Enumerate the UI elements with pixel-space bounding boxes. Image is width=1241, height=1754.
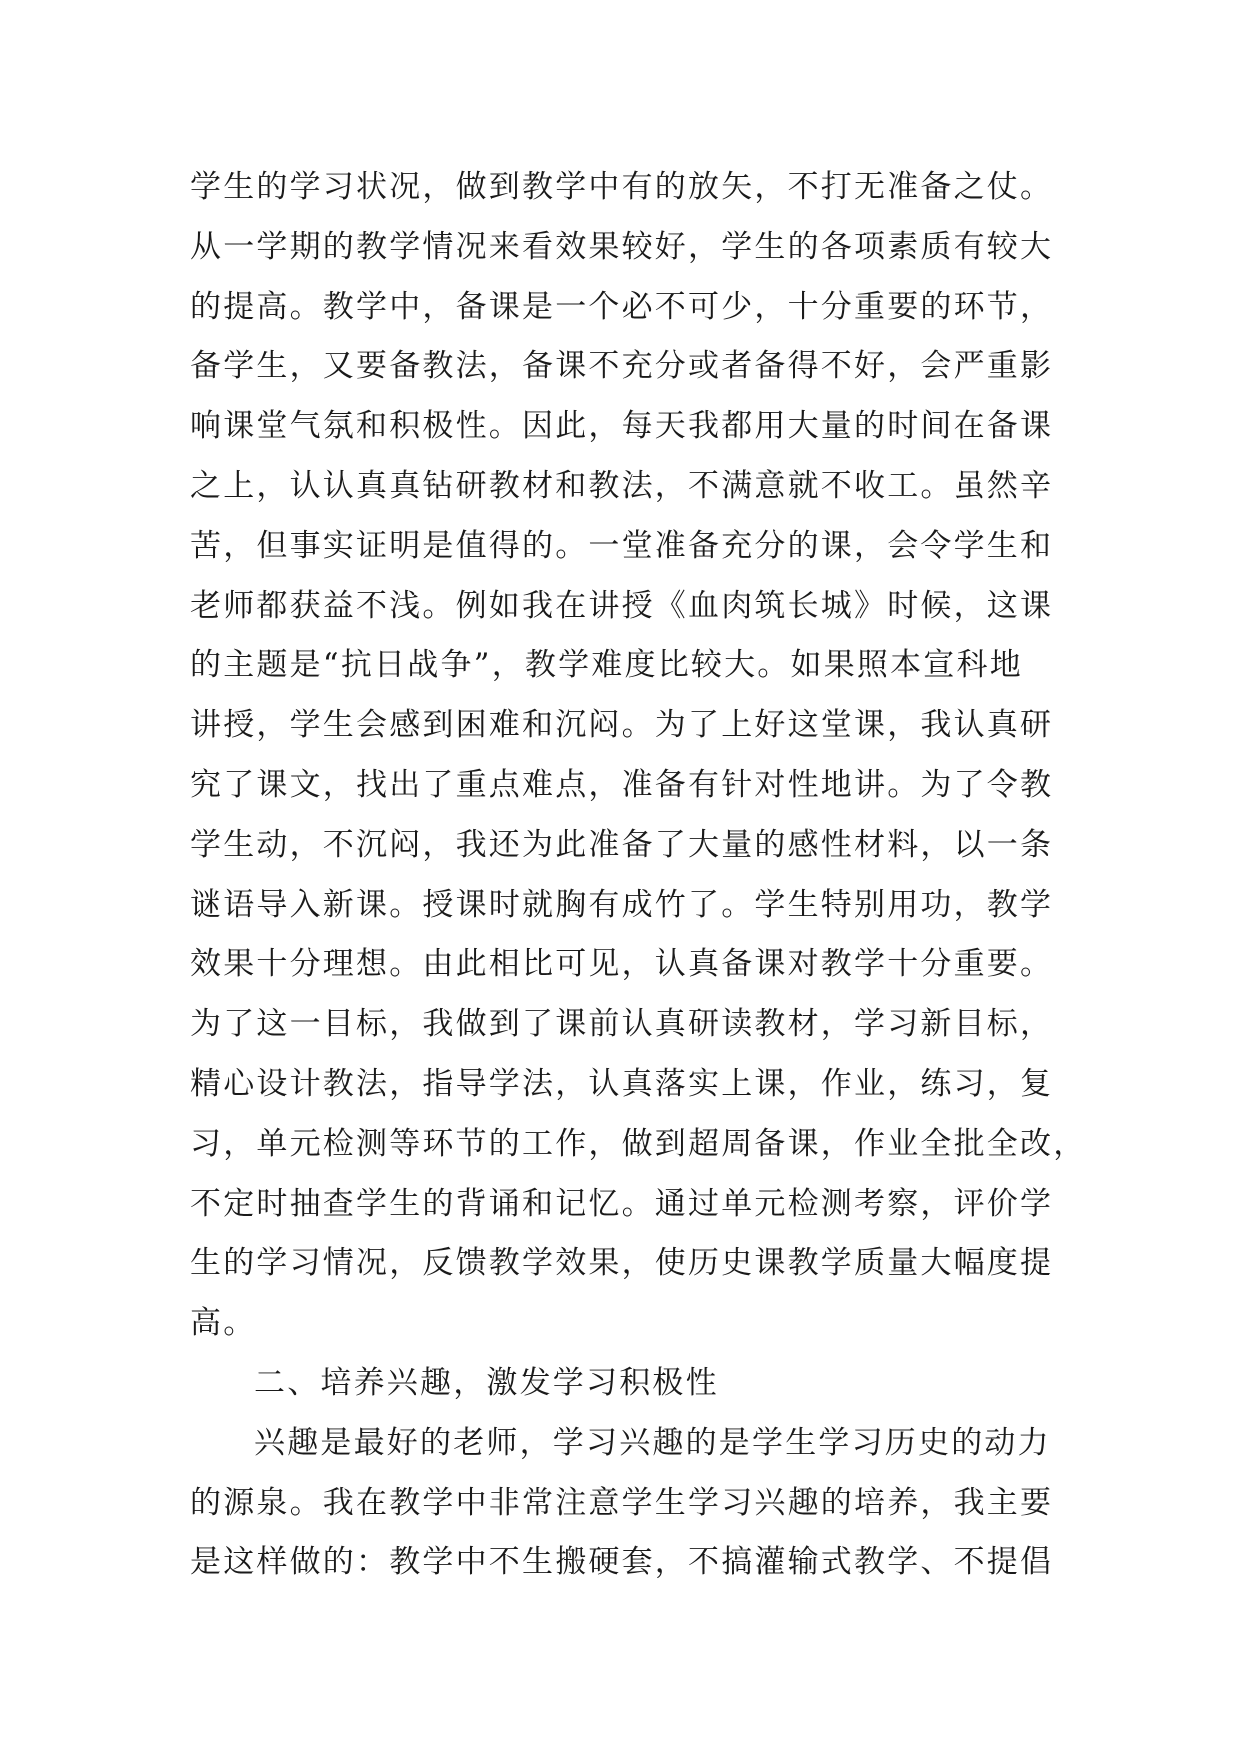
text-line: 响课堂气氛和积极性。因此，每天我都用大量的时间在备课	[190, 408, 1054, 445]
paragraph-first-line: 兴趣是最好的老师，学习兴趣的是学生学习历史的动力	[254, 1424, 1051, 1461]
text-line: 究了课文，找出了重点难点，准备有针对性地讲。为了令教	[190, 766, 1054, 803]
text-line: 讲授，学生会感到困难和沉闷。为了上好这堂课，我认真研	[190, 707, 1054, 744]
text-line: 学生的学习状况，做到教学中有的放矢，不打无准备之仗。	[190, 169, 1054, 205]
text-line: 的源泉。我在教学中非常注意学生学习兴趣的培养，我主要	[190, 1484, 1054, 1521]
section-heading: 二、培养兴趣，激发学习积极性	[254, 1364, 719, 1401]
text-line: 的主题是“抗日战争”，教学难度比较大。如果照本宣科地	[190, 647, 1023, 684]
text-line: 苦，但事实证明是值得的。一堂准备充分的课，会令学生和	[190, 527, 1054, 564]
text-line: 生的学习情况，反馈教学效果，使历史课教学质量大幅度提	[190, 1245, 1054, 1282]
text-line: 的提高。教学中，备课是一个必不可少，十分重要的环节，	[190, 288, 1054, 325]
text-line: 精心设计教法，指导学法，认真落实上课，作业，练习，复	[190, 1065, 1054, 1102]
text-line: 学生动，不沉闷，我还为此准备了大量的感性材料，以一条	[190, 826, 1054, 863]
text-line: 高。	[190, 1305, 257, 1342]
text-line: 为了这一目标，我做到了课前认真研读教材，学习新目标，	[190, 1006, 1054, 1043]
text-line: 效果十分理想。由此相比可见，认真备课对教学十分重要。	[190, 946, 1054, 983]
text-line: 谜语导入新课。授课时就胸有成竹了。学生特别用功，教学	[190, 886, 1054, 923]
text-line: 不定时抽查学生的背诵和记忆。通过单元检测考察，评价学	[190, 1185, 1054, 1222]
text-line: 之上，认认真真钻研教材和教法，不满意就不收工。虽然辛	[190, 467, 1054, 504]
text-line: 备学生，又要备教法，备课不充分或者备得不好，会严重影	[190, 348, 1054, 385]
text-line: 从一学期的教学情况来看效果较好，学生的各项素质有较大	[190, 228, 1054, 265]
text-line: 习，单元检测等环节的工作，做到超周备课，作业全批全改，	[190, 1125, 1087, 1162]
text-line: 是这样做的：教学中不生搬硬套，不搞灌输式教学、不提倡	[190, 1544, 1054, 1581]
text-line: 老师都获益不浅。例如我在讲授《血肉筑长城》时候，这课	[190, 587, 1054, 624]
body-text	[190, 158, 1087, 1593]
